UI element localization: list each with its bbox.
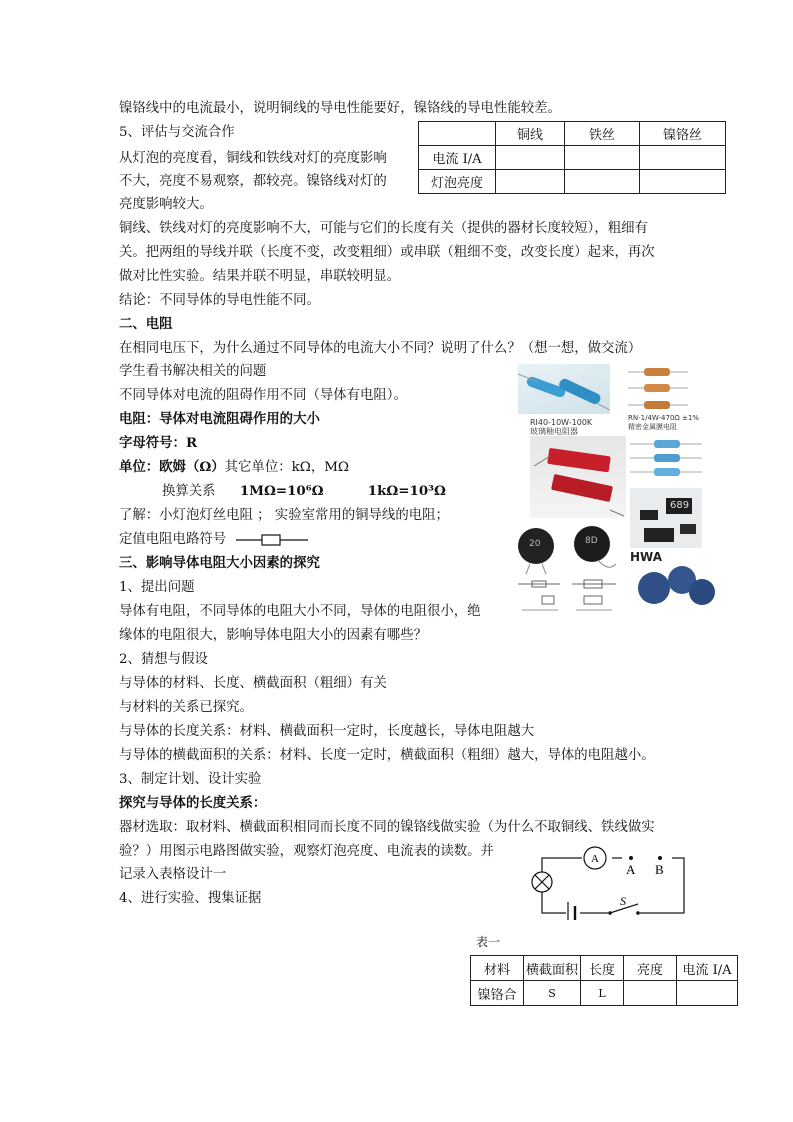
table-cell — [565, 146, 640, 170]
text-line: 亮度影响较大。 — [119, 197, 213, 212]
disc-label: 8D — [585, 536, 598, 546]
resistor-symbol-label: 定值电阻电路符号 — [119, 532, 227, 547]
text-line: 器材选取：取材料、横截面积相同而长度不同的镍铬线做实验（为什么不取铜线、铁线做实 — [119, 820, 655, 835]
chip-label: 689 — [670, 500, 690, 511]
comparison-table — [418, 121, 726, 194]
smd-resistor-photo — [630, 488, 702, 548]
conversion-2: 1kΩ=10³Ω — [367, 483, 446, 499]
unit-line — [119, 458, 349, 477]
table-cell — [496, 170, 565, 194]
conclusion: 结论：不同导体的导电性能不同。 — [119, 293, 320, 308]
text-line: 2、猜想与假设 — [119, 652, 208, 667]
text-line: 缘体的电阻很大，影响导体电阻大小的因素有哪些？ — [119, 628, 427, 643]
table-cell: 镍铬合 — [471, 981, 524, 1006]
text-line: 在相同电压下，为什么通过不同导体的电流大小不同？说明了什么？（想一想，做交流） — [119, 341, 642, 356]
text-line: 学生看书解决相关的问题 — [119, 364, 267, 379]
text-line: 不大，亮度不易观察，都较亮。镍铬线对灯的 — [119, 174, 387, 189]
ntc-thermistor-photo — [628, 550, 718, 612]
text-line: 与导体的长度关系：材料、横截面积一定时，长度越长，导体电阻越大 — [119, 724, 535, 739]
section-heading: 三、影响导体电阻大小因素的探究 — [119, 555, 320, 571]
photo-caption: RN-1/4W-470Ω ±1% 精密金属膜电阻 — [628, 414, 699, 431]
table-row — [419, 146, 726, 170]
text-line: 了解：小灯泡灯丝电阻 ； 实验室常用的铜导线的电阻； — [119, 508, 449, 523]
definition: 电阻：导体对电流阻碍作用的大小 — [119, 411, 320, 427]
table-row — [419, 170, 726, 194]
text-line: 3、制定计划、设计实验 — [119, 772, 262, 787]
table-cell — [640, 170, 726, 194]
text-line: 关。把两组的导线并联（长度不变，改变粗细）或串联（粗细不变，改变长度）起来，再次 — [119, 245, 655, 260]
resistor-photo-red — [530, 436, 626, 518]
table-cell — [640, 146, 726, 170]
conversion-label: 换算关系 — [162, 484, 216, 499]
resistor-photo-blue — [518, 364, 610, 414]
conversion-line — [162, 482, 446, 501]
data-table — [470, 955, 738, 1006]
section-heading: 二、电阻 — [119, 316, 173, 332]
photo-caption: RI40-10W-100K 玻璃釉电阻器 — [530, 418, 593, 436]
table-cell — [677, 981, 738, 1006]
table-cell — [496, 146, 565, 170]
resistor-photo-colorbands — [628, 364, 688, 412]
text-line: 与导体的材料、长度、横截面积（粗细）有关 — [119, 676, 387, 691]
table-caption: 表一 — [476, 935, 501, 949]
text-line: 不同导体对电流的阻碍作用不同（导体有电阻）。 — [119, 388, 407, 403]
text-line: 4、进行实验、搜集证据 — [119, 891, 262, 906]
table-header: 亮度 — [624, 956, 677, 981]
text-line: 与材料的关系已探究。 — [119, 700, 253, 715]
text-line: 1、提出问题 — [119, 580, 195, 595]
table-cell: 灯泡亮度 — [419, 170, 496, 194]
text-line: 与导体的横截面积的关系：材料、长度一定时，横截面积（粗细）越大，导体的电阻越小。 — [119, 748, 655, 763]
table-cell: S — [524, 981, 581, 1006]
table-cell: 电流 I/A — [419, 146, 496, 170]
disc-label: 20 — [529, 539, 541, 549]
circuit-diagram — [522, 840, 692, 920]
text-line: 做对比性实验。结果并联不明显，串联较明显。 — [119, 269, 401, 284]
table-header: 材料 — [471, 956, 524, 981]
table-header: 电流 I/A — [677, 956, 738, 981]
text-line: 记录入表格设计一 — [119, 867, 227, 882]
brand-logo: HWA — [630, 550, 663, 564]
thermistor-photo — [512, 520, 624, 574]
table-cell — [624, 981, 677, 1006]
unit-other: 其它单位：kΩ，MΩ — [224, 460, 350, 475]
unit-label: 单位：欧姆（Ω） — [119, 459, 225, 475]
point-a-label: A — [626, 862, 636, 877]
table-header: 横截面积 — [524, 956, 581, 981]
table-header: 铁丝 — [565, 122, 640, 146]
resistor-photo-film — [630, 436, 702, 486]
point-b-label: B — [655, 862, 664, 877]
resistor-symbol-icon — [236, 533, 310, 547]
table-header: 镍铬丝 — [640, 122, 726, 146]
table-header: 铜线 — [496, 122, 565, 146]
table-cell: L — [581, 981, 624, 1006]
switch-label: S — [620, 894, 626, 908]
text-line: 镍铬线中的电流最小，说明铜线的导电性能要好，镍铬线的导电性能较差。 — [119, 101, 561, 116]
ammeter-label: A — [591, 853, 599, 865]
text-line: 铜线、铁线对灯的亮度影响不大，可能与它们的长度有关（提供的器材长度较短），粗细有 — [119, 221, 648, 236]
conversion-1: 1MΩ=10⁶Ω — [239, 483, 324, 499]
section-heading: 探究与导体的长度关系： — [119, 795, 267, 811]
resistor-diagram — [512, 576, 624, 616]
text-line: 导体有电阻，不同导体的电阻大小不同，导体的电阻很小，绝 — [119, 604, 481, 619]
section-heading: 5、评估与交流合作 — [119, 125, 235, 140]
table-header: 长度 — [581, 956, 624, 981]
text-line: 验？）用图示电路图做实验，观察灯泡亮度、电流表的读数。并 — [119, 844, 494, 859]
table-header — [419, 122, 496, 146]
text-line: 从灯泡的亮度看，铜线和铁线对灯的亮度影响 — [119, 151, 387, 166]
table-cell — [565, 170, 640, 194]
table-row — [471, 981, 738, 1006]
text-line — [119, 530, 310, 549]
symbol-line: 字母符号：R — [119, 435, 198, 451]
